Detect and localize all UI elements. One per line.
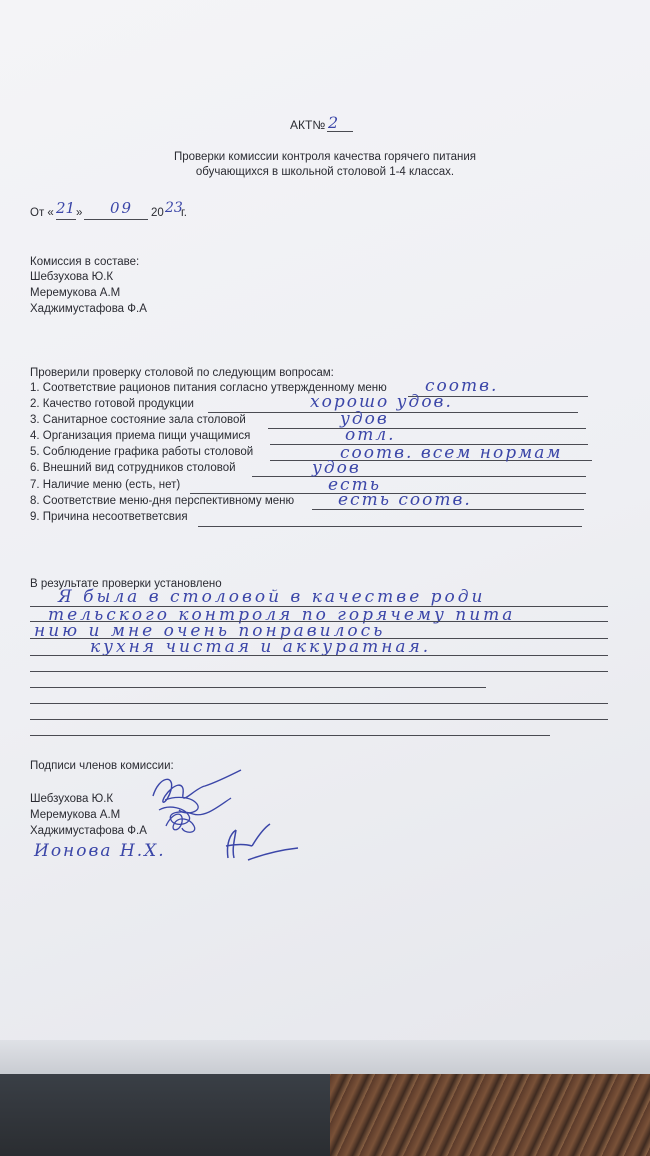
date-day: 21: [56, 199, 76, 217]
check-item-answer: отл.: [345, 425, 396, 445]
result-line: Я была в столовой в качестве роди: [58, 587, 486, 607]
check-item-label: 6. Внешний вид сотрудников столовой: [30, 462, 236, 474]
handwritten-signature-3: [218, 820, 302, 866]
signature-member: Шебзухова Ю.К: [30, 793, 114, 805]
commission-member: Меремукова А.М: [30, 287, 121, 299]
act-number-line: [327, 131, 353, 132]
date-month: 09: [110, 199, 134, 217]
check-item-line: [252, 476, 586, 477]
check-item-label: 4. Организация приема пищи учащимися: [30, 430, 251, 442]
check-item-label: 2. Качество готовой продукции: [30, 398, 194, 410]
check-item-answer: хорошо удов.: [310, 392, 453, 412]
act-title: АКТ№: [290, 118, 326, 132]
commission-heading: Комиссия в составе:: [30, 256, 140, 268]
result-rule: [30, 735, 550, 736]
date-prefix: От «: [30, 207, 54, 219]
act-subtitle-line1: Проверки комиссии контроля качества горячего питания: [173, 151, 477, 163]
date-day-line: [56, 219, 76, 220]
check-item-label: 9. Причина несоответветсвия: [30, 511, 188, 523]
date-month-line: [84, 219, 148, 220]
result-heading: В результате проверки установлено: [30, 578, 222, 590]
result-rule: [30, 719, 608, 720]
check-item-label: 3. Санитарное состояние зала столовой: [30, 414, 246, 426]
date-sep: »: [76, 207, 83, 219]
check-item-answer: соотв.: [425, 376, 499, 396]
check-item-answer: есть: [328, 475, 381, 495]
signature-extra-member: Ионова Н.Х.: [34, 841, 166, 861]
result-rule: [30, 703, 608, 704]
result-line: нию и мне очень понравилось: [34, 621, 386, 641]
check-item-line: [198, 526, 582, 527]
result-line: кухня чистая и аккуратная.: [90, 637, 432, 657]
result-rule: [30, 687, 486, 688]
result-rule: [30, 671, 608, 672]
result-rule: [30, 655, 608, 656]
check-item-answer: есть соотв.: [338, 490, 472, 510]
checks-heading: Проверили проверку столовой по следующим вопросам:: [30, 367, 334, 379]
check-item-label: 5. Соблюдение графика работы столовой: [30, 446, 254, 458]
check-item-label: 8. Соответствие меню-дня перспективному меню: [30, 495, 295, 507]
date-year-prefix: 20: [151, 207, 164, 219]
commission-member: Шебзухова Ю.К: [30, 271, 114, 283]
check-item-answer: удов: [340, 409, 389, 429]
result-line: тельского контроля по горячему пита: [48, 605, 516, 625]
act-number: 2: [328, 113, 341, 132]
check-item-line: [208, 412, 578, 413]
commission-member: Хаджимустафова Ф.А: [30, 303, 147, 315]
paper-stack-edge: [0, 1040, 650, 1074]
signature-member: Хаджимустафова Ф.А: [30, 825, 147, 837]
check-item-label: 7. Наличие меню (есть, нет): [30, 479, 181, 491]
check-item-answer: удов: [312, 458, 361, 478]
check-item-answer: соотв. всем нормам: [340, 443, 563, 463]
background-floor: [0, 1074, 330, 1156]
date-year-suffix: 23: [165, 200, 183, 216]
handwritten-signature-2: [160, 806, 220, 836]
check-item-line: [268, 428, 586, 429]
signature-member: Меремукова А.М: [30, 809, 121, 821]
signatures-heading: Подписи членов комиссии:: [30, 760, 174, 772]
date-suffix: г.: [181, 207, 187, 219]
check-item-label: 1. Соответствие рационов питания согласно утвержденному меню: [30, 382, 387, 394]
act-subtitle-line2: обучающихся в школьной столовой 1-4 классах.: [195, 166, 455, 178]
